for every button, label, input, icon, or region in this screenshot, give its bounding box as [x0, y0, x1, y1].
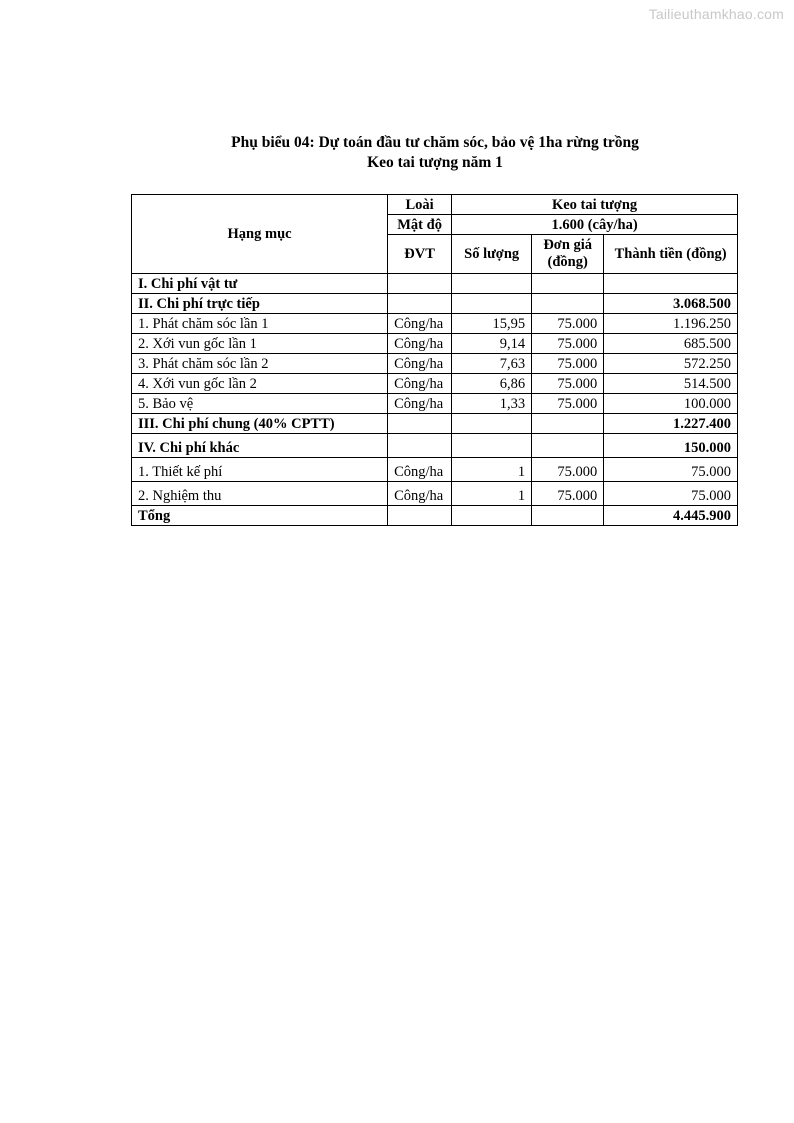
cell-item: I. Chi phí vật tư [132, 274, 388, 294]
table-row [132, 374, 738, 394]
cell-amount: 3.068.500 [604, 294, 738, 314]
table-row [132, 294, 738, 314]
table-row [132, 482, 738, 506]
cell-quantity [452, 274, 532, 294]
cell-quantity: 1 [452, 458, 532, 482]
cell-amount: 75.000 [604, 482, 738, 506]
cell-amount [604, 274, 738, 294]
cell-item: 5. Bảo vệ [132, 394, 388, 414]
cell-item: 4. Xới vun gốc lần 2 [132, 374, 388, 394]
cell-unit-price [532, 506, 604, 526]
cell-unit-price: 75.000 [532, 314, 604, 334]
cell-quantity [452, 434, 532, 458]
cell-item: Tổng [132, 506, 388, 526]
header-loai-value: Keo tai tượng [452, 195, 738, 215]
cell-unit-price: 75.000 [532, 354, 604, 374]
cell-amount: 572.250 [604, 354, 738, 374]
cell-amount: 514.500 [604, 374, 738, 394]
header-thanh-tien: Thành tiền (đồng) [604, 235, 738, 274]
budget-table-body [132, 195, 738, 526]
cell-quantity: 1 [452, 482, 532, 506]
cell-item: III. Chi phí chung (40% CPTT) [132, 414, 388, 434]
table-row [132, 506, 738, 526]
cell-amount: 75.000 [604, 458, 738, 482]
cell-unit: Công/ha [388, 394, 452, 414]
cell-unit: Công/ha [388, 458, 452, 482]
cell-unit-price [532, 414, 604, 434]
header-don-gia-line2: (đồng) [547, 254, 588, 270]
cell-amount: 150.000 [604, 434, 738, 458]
watermark: Tailieuthamkhao.com [648, 6, 784, 22]
title-line-1: Phụ biểu 04: Dự toán đầu tư chăm sóc, bảo vệ 1ha rừng trồng [231, 134, 639, 151]
cell-unit [388, 274, 452, 294]
header-mat-do-value: 1.600 (cây/ha) [452, 215, 738, 235]
cell-quantity [452, 506, 532, 526]
cell-quantity: 1,33 [452, 394, 532, 414]
cell-item: IV. Chi phí khác [132, 434, 388, 458]
cell-unit [388, 434, 452, 458]
budget-table [131, 194, 738, 526]
table-row [132, 354, 738, 374]
cell-quantity: 15,95 [452, 314, 532, 334]
cell-amount: 1.196.250 [604, 314, 738, 334]
cell-unit: Công/ha [388, 354, 452, 374]
header-don-gia-line1: Đơn giá [543, 237, 593, 253]
cell-unit-price: 75.000 [532, 458, 604, 482]
cell-unit-price [532, 294, 604, 314]
cell-unit: Công/ha [388, 334, 452, 354]
cell-item: 3. Phát chăm sóc lần 2 [132, 354, 388, 374]
page-title [0, 133, 794, 173]
cell-unit-price [532, 274, 604, 294]
cell-item: 2. Nghiệm thu [132, 482, 388, 506]
header-hang-muc: Hạng mục [132, 195, 388, 274]
cell-quantity [452, 294, 532, 314]
cell-item: II. Chi phí trực tiếp [132, 294, 388, 314]
cell-unit-price: 75.000 [532, 394, 604, 414]
cell-unit [388, 294, 452, 314]
cell-quantity [452, 414, 532, 434]
header-loai-label: Loài [388, 195, 452, 215]
cell-item: 2. Xới vun gốc lần 1 [132, 334, 388, 354]
cell-quantity: 6,86 [452, 374, 532, 394]
cell-quantity: 7,63 [452, 354, 532, 374]
cell-unit: Công/ha [388, 314, 452, 334]
cell-unit [388, 414, 452, 434]
cell-amount: 100.000 [604, 394, 738, 414]
header-dvt: ĐVT [388, 235, 452, 274]
header-mat-do-label: Mật độ [388, 215, 452, 235]
cell-amount: 1.227.400 [604, 414, 738, 434]
header-don-gia [532, 235, 604, 274]
table-row [132, 414, 738, 434]
cell-unit: Công/ha [388, 374, 452, 394]
table-row [132, 434, 738, 458]
cell-unit-price: 75.000 [532, 482, 604, 506]
table-row [132, 458, 738, 482]
cell-amount: 4.445.900 [604, 506, 738, 526]
table-row [132, 274, 738, 294]
cell-unit [388, 506, 452, 526]
cell-item: 1. Thiết kế phí [132, 458, 388, 482]
header-row-species [132, 195, 738, 215]
table-row [132, 334, 738, 354]
header-so-luong: Số lượng [452, 235, 532, 274]
table-row [132, 394, 738, 414]
title-line-2: Keo tai tượng năm 1 [367, 154, 503, 171]
cell-amount: 685.500 [604, 334, 738, 354]
cell-item: 1. Phát chăm sóc lần 1 [132, 314, 388, 334]
cell-unit: Công/ha [388, 482, 452, 506]
cell-quantity: 9,14 [452, 334, 532, 354]
cell-unit-price: 75.000 [532, 334, 604, 354]
table-row [132, 314, 738, 334]
cell-unit-price [532, 434, 604, 458]
cell-unit-price: 75.000 [532, 374, 604, 394]
